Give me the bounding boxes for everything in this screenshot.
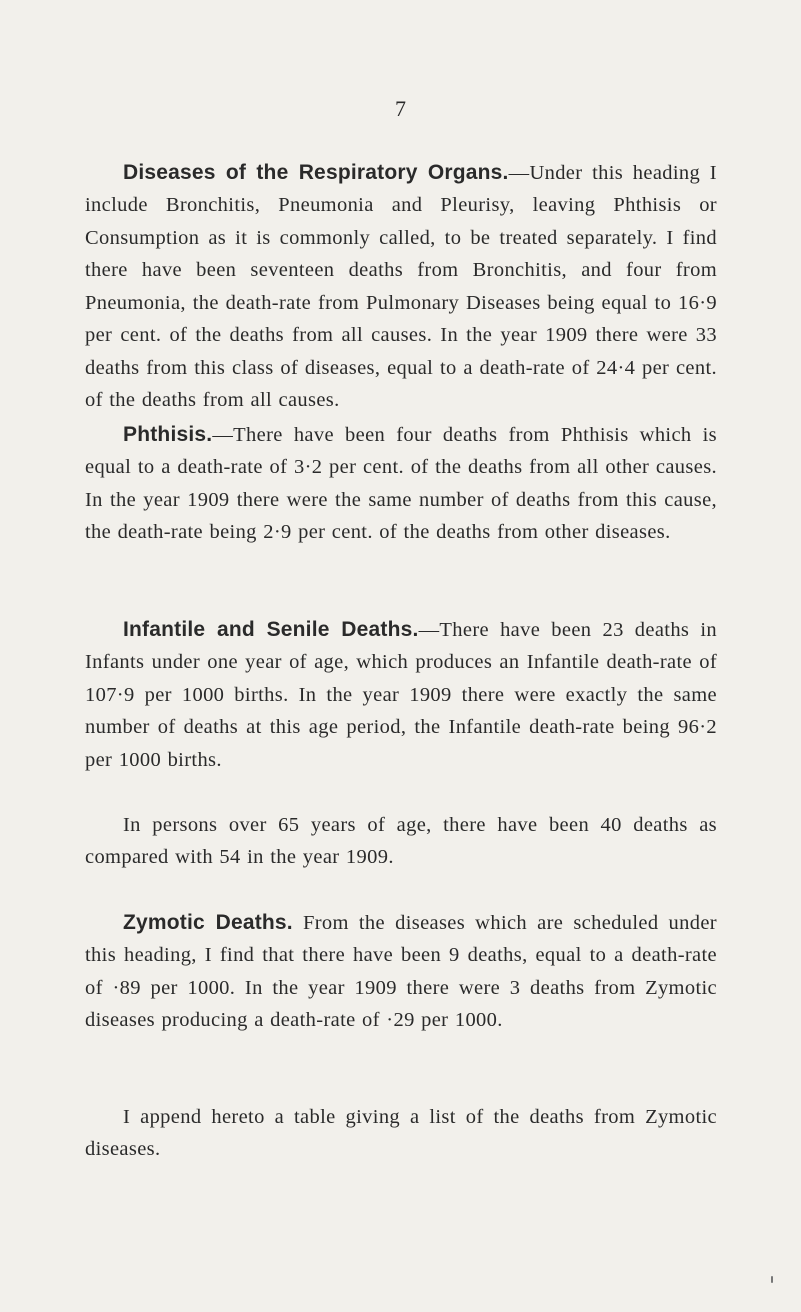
section-text: —Under this heading I include Bronchitis, Pneumonia and Pleurisy, leaving Phthisis or Consumption as it is commonly called, to be treated separately. I find there have been seventeen deaths from Bronchitis, and four from Pneumonia, the death-rate from Pulmonary Diseases being equal to 16·9 per cent. of the deaths from all causes. In the year 1909 there were 33 deaths from this class of diseases, equal to a death-rate of 24·4 per cent. of the deaths from all causes. [85,161,717,411]
section-text: From the diseases which are scheduled under this heading, I find that there have been 9 deaths, equal to a death-rate of ·89 per 1000. In the year 1909 there were 3 deaths from Zymotic diseases producing a death-rate of ·29 per 1000. [85,911,717,1031]
section-heading: Phthisis. [123,422,213,446]
respiratory-diseases-paragraph [85,157,717,417]
append-table-paragraph [85,1101,717,1166]
section-text: —There have been 23 deaths in Infants under one year of age, which produces an Infantile death-rate of 107·9 per 1000 births. In the year 1909 there were exactly the same number of deaths at this age period, the Infantile death-rate being 96·2 per 1000 births. [85,618,717,771]
section-heading: Diseases of the Respiratory Organs. [123,160,509,184]
section-text: In persons over 65 years of age, there have been 40 deaths as compared with 54 in the year 1909. [85,813,717,868]
section-text: I append hereto a table giving a list of the deaths from Zymotic diseases. [85,1105,717,1160]
section-heading: Zymotic Deaths. [123,910,293,934]
phthisis-paragraph [85,419,717,549]
senile-deaths-paragraph [85,809,717,874]
section-heading: Infantile and Senile Deaths. [123,617,419,641]
page-speck [771,1276,773,1283]
page-number: 7 [395,96,406,121]
zymotic-deaths-paragraph [85,907,717,1037]
infantile-senile-paragraph [85,614,717,777]
section-text: —There have been four deaths from Phthisis which is equal to a death-rate of 3·2 per cent. of the deaths from all other causes. In the year 1909 there were the same number of deaths from this cause, the death-rate being 2·9 per cent. of the deaths from other diseases. [85,423,717,543]
